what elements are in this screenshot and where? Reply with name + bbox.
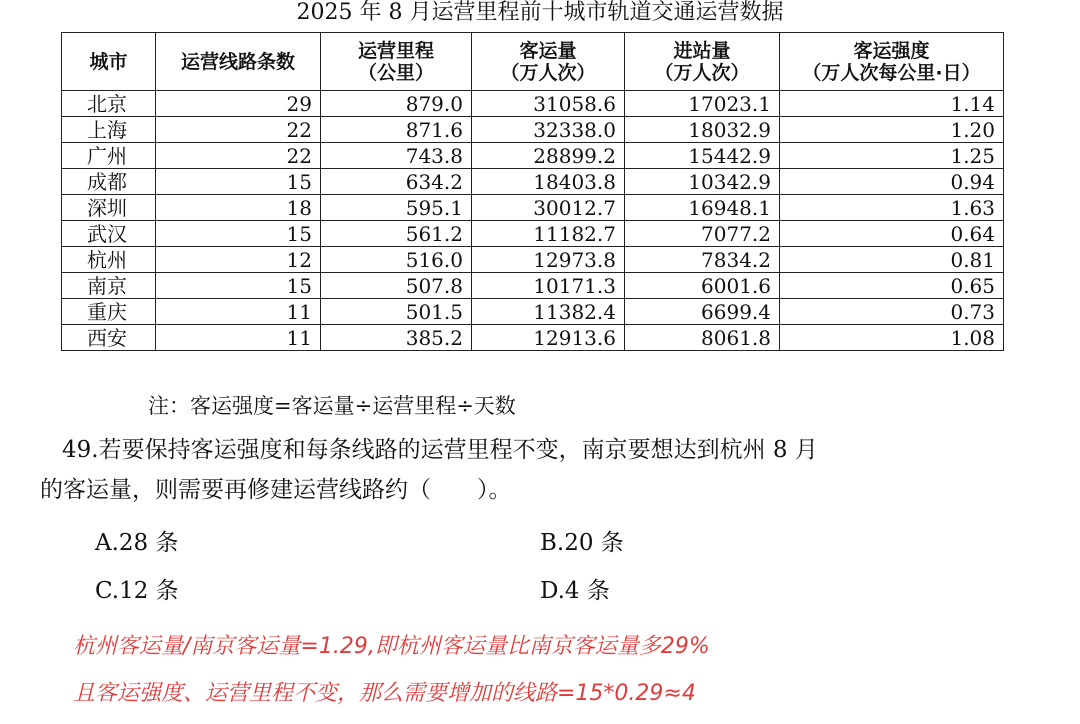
table-cell: 7834.2 (625, 247, 780, 273)
table-cell: 561.2 (321, 221, 472, 247)
table-cell: 22 (156, 143, 321, 169)
handwritten-note-line: 杭州客运量/南京客运量=1.29,即杭州客运量比南京客运量多29% (73, 634, 710, 659)
table-cell: 634.2 (321, 169, 472, 195)
table-cell: 6699.4 (625, 299, 780, 325)
table-cell: 11 (156, 299, 321, 325)
table-cell: 15 (156, 221, 321, 247)
table-cell: 6001.6 (625, 273, 780, 299)
table-row (62, 299, 1004, 325)
table-row (62, 195, 1004, 221)
table-cell: 12913.6 (472, 325, 625, 351)
question-line: 49.若要保持客运强度和每条线路的运营里程不变，南京要想达到杭州 8 月 (62, 437, 818, 463)
table-cell: 7077.2 (625, 221, 780, 247)
table-cell: 22 (156, 117, 321, 143)
table-cell: 10171.3 (472, 273, 625, 299)
question-line: 的客运量，则需要再修建运营线路约（ ）。 (40, 477, 512, 503)
table-note: 注：客运强度=客运量÷运营里程÷天数 (148, 394, 516, 418)
table-cell: 0.94 (780, 169, 1004, 195)
table-cell: 15442.9 (625, 143, 780, 169)
city-cell: 成都 (62, 169, 156, 195)
table-row (62, 247, 1004, 273)
table-cell: 0.64 (780, 221, 1004, 247)
table-cell: 871.6 (321, 117, 472, 143)
city-cell: 北京 (62, 91, 156, 117)
table-cell: 1.25 (780, 143, 1004, 169)
city-cell: 重庆 (62, 299, 156, 325)
city-cell: 武汉 (62, 221, 156, 247)
table-cell: 1.63 (780, 195, 1004, 221)
table-cell: 15 (156, 169, 321, 195)
city-cell: 西安 (62, 325, 156, 351)
table-cell: 0.81 (780, 247, 1004, 273)
column-header: 运营里程 （公里） (321, 33, 472, 91)
table-cell: 501.5 (321, 299, 472, 325)
table-cell: 29 (156, 91, 321, 117)
table-cell: 28899.2 (472, 143, 625, 169)
table-cell: 16948.1 (625, 195, 780, 221)
table-cell: 12973.8 (472, 247, 625, 273)
table-row (62, 221, 1004, 247)
table-row (62, 273, 1004, 299)
table-row (62, 169, 1004, 195)
table-cell: 507.8 (321, 273, 472, 299)
table-cell: 11182.7 (472, 221, 625, 247)
table-row (62, 91, 1004, 117)
table-cell: 0.73 (780, 299, 1004, 325)
table-cell: 1.08 (780, 325, 1004, 351)
table-title: 2025 年 8 月运营里程前十城市轨道交通运营数据 (296, 0, 784, 25)
table-cell: 1.20 (780, 117, 1004, 143)
table-cell: 879.0 (321, 91, 472, 117)
table-cell: 17023.1 (625, 91, 780, 117)
column-header: 客运强度 （万人次每公里·日） (780, 33, 1004, 91)
option-c: C.12 条 (95, 578, 179, 604)
handwritten-note-line: 且客运强度、运营里程不变，那么需要增加的线路=15*0.29≈4 (73, 681, 696, 706)
table-cell: 18032.9 (625, 117, 780, 143)
city-cell: 广州 (62, 143, 156, 169)
column-header: 客运量 （万人次） (472, 33, 625, 91)
table-row (62, 117, 1004, 143)
table-cell: 743.8 (321, 143, 472, 169)
table-cell: 31058.6 (472, 91, 625, 117)
table-cell: 18403.8 (472, 169, 625, 195)
table-row (62, 325, 1004, 351)
city-cell: 上海 (62, 117, 156, 143)
table-header-row (62, 33, 1004, 91)
table-cell: 30012.7 (472, 195, 625, 221)
option-a: A.28 条 (95, 530, 179, 556)
table-cell: 0.65 (780, 273, 1004, 299)
table-row (62, 143, 1004, 169)
table-cell: 11 (156, 325, 321, 351)
city-cell: 南京 (62, 273, 156, 299)
column-header: 运营线路条数 (156, 33, 321, 91)
table-cell: 18 (156, 195, 321, 221)
table-cell: 10342.9 (625, 169, 780, 195)
question-text (40, 430, 1040, 510)
table-cell: 1.14 (780, 91, 1004, 117)
option-d: D.4 条 (540, 578, 610, 604)
table-cell: 32338.0 (472, 117, 625, 143)
table-cell: 385.2 (321, 325, 472, 351)
table-cell: 516.0 (321, 247, 472, 273)
table-cell: 595.1 (321, 195, 472, 221)
column-header: 城市 (62, 33, 156, 91)
table-cell: 11382.4 (472, 299, 625, 325)
table-cell: 15 (156, 273, 321, 299)
city-cell: 杭州 (62, 247, 156, 273)
data-table (61, 32, 1004, 351)
table-cell: 12 (156, 247, 321, 273)
column-header: 进站量 （万人次） (625, 33, 780, 91)
table-cell: 8061.8 (625, 325, 780, 351)
city-cell: 深圳 (62, 195, 156, 221)
option-b: B.20 条 (540, 530, 624, 556)
